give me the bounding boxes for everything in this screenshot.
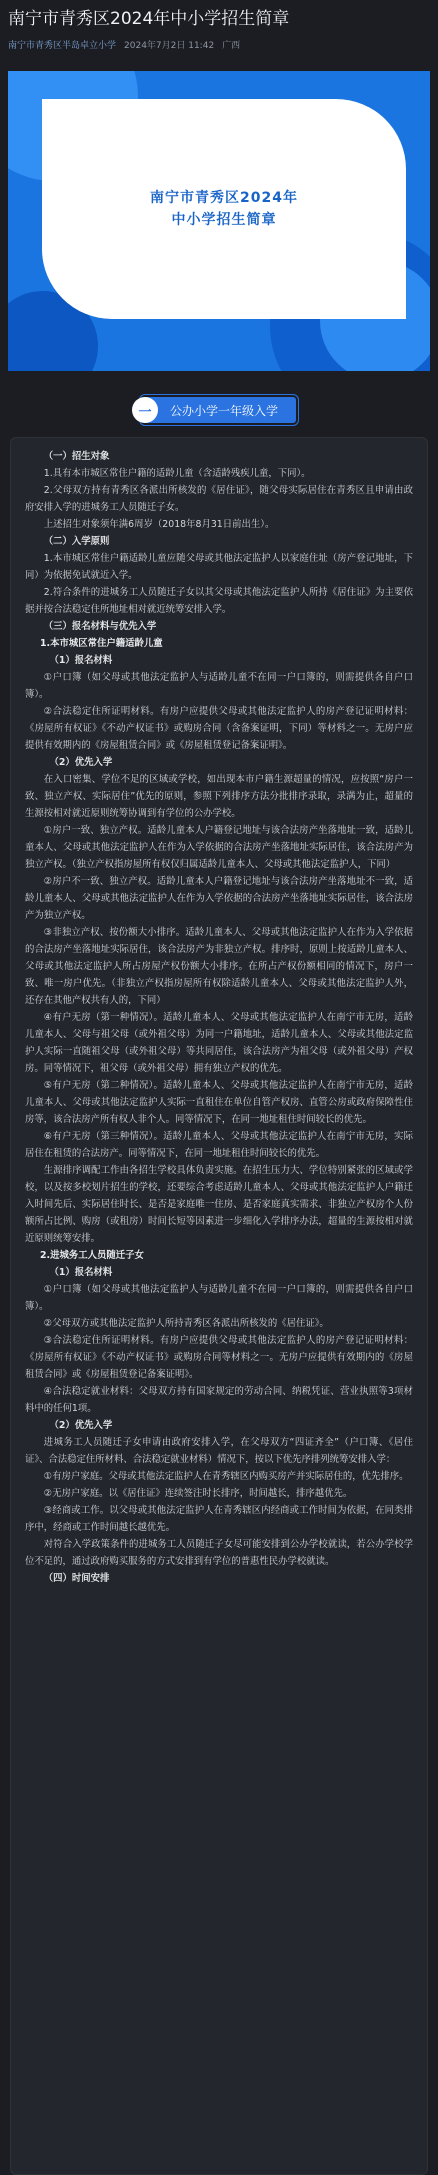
body-paragraph: ①户口簿（如父母或其他法定监护人与适龄儿童不在同一户口簿的，则需提供各自户口簿）。 xyxy=(25,672,413,700)
body-paragraph: ②无房户家庭。以《居住证》连续签注时长排序，时间越长，排序越优先。 xyxy=(43,1488,353,1499)
article-title: 南宁市青秀区2024年中小学招生简章 xyxy=(8,9,290,29)
body-paragraph: 生源排序调配工作由各招生学校具体负责实施。在招生压力大、学位特别紧张的区域或学校，以及按多校划片招生的学校，还要综合考虑适龄儿童本人、父母或其他法定监护人户籍迁入时间先后、实际居住时长、是否是家庭唯一住房、是否家庭真实需求、非独立产权房个人份额所占比例、购房（或租房）时间长短等因素进一步细化入学排序办法，超量的生源按相对就近原则统筹安排。 xyxy=(25,1165,413,1244)
section-label: 公办小学一年级入学 xyxy=(169,403,278,418)
body-paragraph: 1.本市城区常住户籍适龄儿童应随父母或其他法定监护人以家庭住址（房产登记地址，下同）为依据免试就近入学。 xyxy=(25,553,413,581)
section-heading-badge xyxy=(138,397,296,423)
body-paragraph: ①有房户家庭。父母或其他法定监护人在青秀辖区内购买房产并实际居住的，优先排序。 xyxy=(43,1471,409,1482)
body-paragraph: ②父母双方或其他法定监护人所持青秀区各派出所核发的《居住证》。 xyxy=(43,1318,329,1329)
body-paragraph: 1.具有本市城区常住户籍的适龄儿童（含适龄残疾儿童，下同）。 xyxy=(43,468,311,479)
banner-title-line1: 南宁市青秀区2024年 xyxy=(150,190,298,206)
body-paragraph: ②合法稳定住所证明材料。有房户应提供父母或其他法定监护人的房产登记证明材料：《房屋所有权证》《不动产权证书》或购房合同（含备案证明，下同）等材料之一。无房户应提供有效期内的《房屋租赁合同》或《房屋租赁登记备案证明》。 xyxy=(25,706,413,751)
body-subheading: （一）招生对象 xyxy=(43,451,110,462)
body-subheading: 1.本市城区常住户籍适龄儿童 xyxy=(40,638,163,649)
body-paragraph: ⑥有户无房（第三种情况）。适龄儿童本人、父母或其他法定监护人在南宁市无房，实际居住在租赁的合法房产。同等情况下，在同一地址租住时间较长的优先。 xyxy=(25,1131,413,1159)
body-paragraph: ②房户不一致、独立产权。适龄儿童本人户籍登记地址与该合法房产坐落地址不一致，适龄儿童本人、父母或其他法定监护人在作为入学依据的合法房产坐落地址实际居住，该合法房产为独立产权。 xyxy=(25,876,413,921)
banner-card xyxy=(42,99,406,319)
source-account-link[interactable]: 南宁市青秀区半岛卓立小学 xyxy=(8,41,117,51)
banner-image xyxy=(8,71,430,371)
section-number: 一 xyxy=(132,397,158,423)
body-paragraph: ③非独立产权、按份额大小排序。适龄儿童本人、父母或其他法定监护人在作为入学依据的合法房产坐落地址实际居住，该合法房产为非独立产权。排序时，原则上按适龄儿童本人、父母或其他法定监护人所占房屋产权份额大小排序。在所占产权份额相同的情况下，房户一致、唯一房户优先。（非独立产权指房屋所有权除适龄儿童本人、父母或其他法定监护人外，还存在其他产权共有人的，下同） xyxy=(25,927,413,1006)
body-paragraph: 在入口密集、学位不足的区域或学校，如出现本市户籍生源超量的情况，应按照“房户一致、独立产权、实际居住”优先的原则，参照下列排序方法分批排序录取，录满为止，超量的生源按相对就近原则统筹协调到有学位的公办学校。 xyxy=(25,774,413,819)
body-subheading: （二）入学原则 xyxy=(43,536,110,547)
body-subheading: （四）时间安排 xyxy=(43,1573,110,1584)
body-paragraph: ③合法稳定住所证明材料。有房户应提供父母或其他法定监护人的房产登记证明材料：《房屋所有权证》《不动产权证书》或购房合同等材料之一。无房户应提供有效期内的《房屋租赁合同》或《房屋租赁登记备案证明》。 xyxy=(25,1335,413,1380)
section-heading-wrap xyxy=(0,397,438,423)
banner-title-line2: 中小学招生简章 xyxy=(171,212,277,228)
body-paragraph: 2.符合条件的进城务工人员随迁子女以其父母或其他法定监护人所持《居住证》为主要依据并按合法稳定住所地址相对就近统筹安排入学。 xyxy=(25,587,413,615)
body-paragraph: ⑤有户无房（第二种情况）。适龄儿童本人、父母或其他法定监护人在南宁市无房，适龄儿童本人、父母或其他法定监护人实际一直租住在单位自管产权房、直管公房或政府保障性住房等，该合法房产所有权人非个人。同等情况下，在同一地址租住时间较长的优先。 xyxy=(25,1080,413,1125)
body-paragraph: 进城务工人员随迁子女申请由政府安排入学，在父母双方“四证齐全”（户口簿、《居住证》、合法稳定住所材料、合法稳定就业材料）情况下，按以下优先序排列统筹安排入学： xyxy=(25,1437,413,1465)
body-subheading: （1）报名材料 xyxy=(49,1267,113,1278)
body-paragraph: ①房户一致、独立产权。适龄儿童本人户籍登记地址与该合法房产坐落地址一致，适龄儿童本人、父母或其他法定监护人在作为入学依据的合法房产坐落地址实际居住，该合法房产为独立产权。（独立产权指房屋所有权仅归属适龄儿童本人、父母或其他法定监护人，下同） xyxy=(25,825,413,870)
body-subheading: （1）报名材料 xyxy=(49,655,113,666)
article-body xyxy=(10,437,428,2175)
body-paragraph: ③经商或工作。以父母或其他法定监护人在青秀辖区内经商或工作时间为依据，在同类排序中，经商或工作时间越长越优先。 xyxy=(25,1505,413,1533)
body-subheading: （2）优先入学 xyxy=(49,757,113,768)
body-paragraph: 上述招生对象须年满6周岁（2018年8月31日前出生）。 xyxy=(43,519,275,530)
article-header xyxy=(0,0,438,53)
body-paragraph: ④合法稳定就业材料：父母双方持有国家规定的劳动合同、纳税凭证、营业执照等3项材料中的任何1项。 xyxy=(25,1386,413,1414)
body-paragraph: 2.父母双方持有青秀区各派出所核发的《居住证》，随父母实际居住在青秀区且申请由政府安排入学的进城务工人员随迁子女。 xyxy=(25,485,413,513)
body-paragraph: ④有户无房（第一种情况）。适龄儿童本人、父母或其他法定监护人在南宁市无房，适龄儿童本人、父母与祖父母（或外祖父母）为同一户籍地址，适龄儿童本人、父母或其他法定监护人实际一直随祖父母（或外祖父母）等共同居住，该合法房产为祖父母（或外祖父母）产权房。同等情况下，祖父母（或外祖父母）拥有独立产权的优先。 xyxy=(25,1012,413,1074)
article-meta xyxy=(8,38,430,51)
body-subheading: （2）优先入学 xyxy=(49,1420,113,1431)
body-paragraph: ①户口簿（如父母或其他法定监护人与适龄儿童不在同一户口簿的，则需提供各自户口簿）。 xyxy=(25,1284,413,1312)
body-paragraph: 对符合入学政策条件的进城务工人员随迁子女尽可能安排到公办学校就读，若公办学校学位不足的，通过政府购买服务的方式安排到有学位的普惠性民办学校就读。 xyxy=(25,1539,413,1567)
body-subheading: 2.进城务工人员随迁子女 xyxy=(40,1250,144,1261)
body-subheading: （三）报名材料与优先入学 xyxy=(43,621,157,632)
publish-date: 2024年7月2日 11:42 xyxy=(124,41,215,51)
publish-region: 广西 xyxy=(222,41,241,51)
